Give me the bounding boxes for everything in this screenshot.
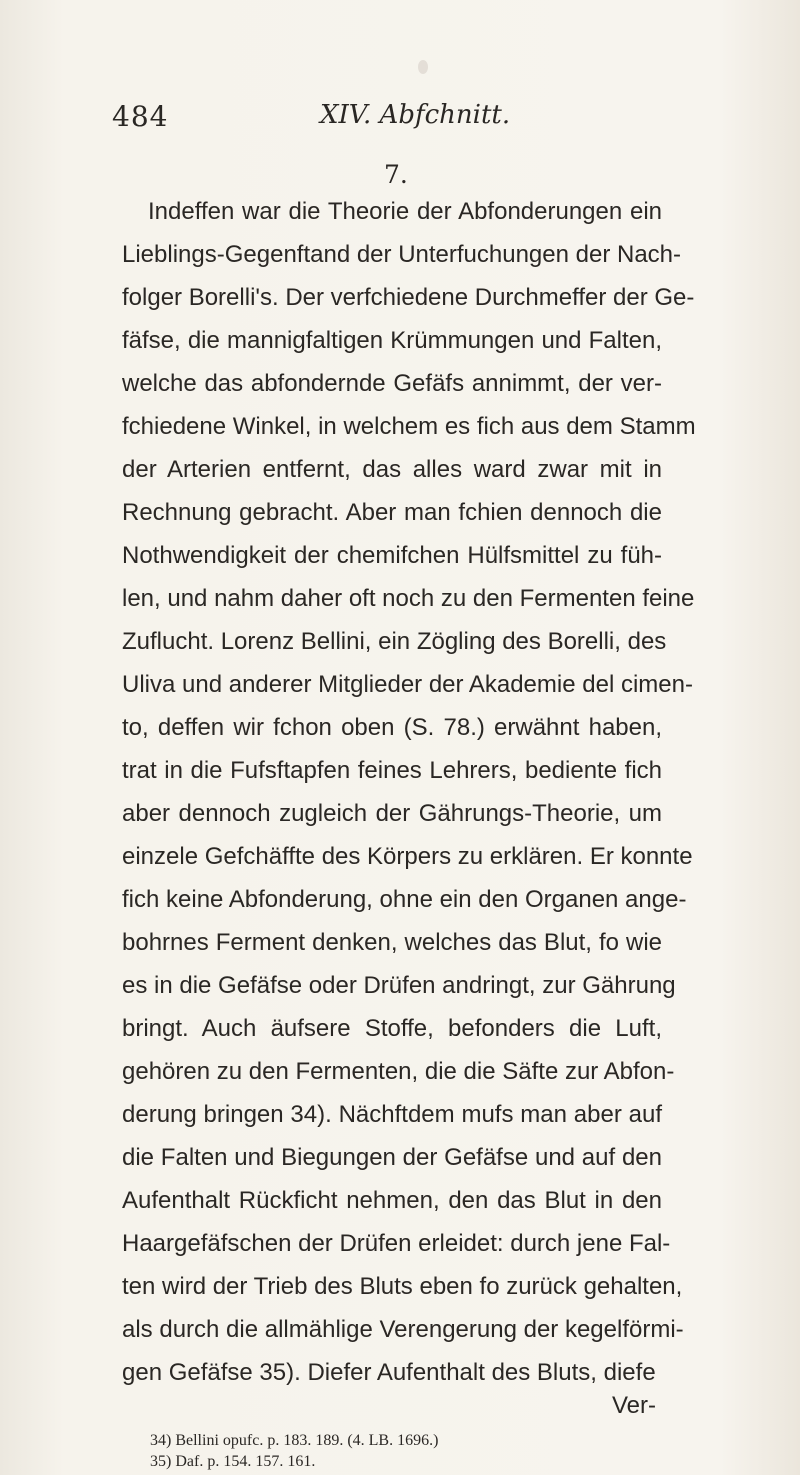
running-head: XIV. Abfchnitt. [320,100,511,130]
body-line: Indeffen war die Theorie der Abfonderungen ein [148,198,662,225]
body-line: Lieblings-Gegenftand der Unterfuchungen der Nach- [122,241,682,268]
catchword: Ver- [612,1392,657,1419]
body-line: gen Gefäfse 35). Diefer Aufenthalt des Bluts, diefe [122,1359,656,1386]
footnote: 35) Daf. p. 154. 157. 161. [150,1453,316,1470]
body-line: als durch die allmählige Verengerung der kegelförmi- [122,1316,684,1343]
page-number: 484 [112,100,169,133]
body-line: fchiedene Winkel, in welchem es fich aus dem Stamm [122,413,696,440]
body-line: welche das abfondernde Gefäfs annimmt, der ver- [122,370,662,397]
body-line: einzele Gefchäffte des Körpers zu erklären. Er konnte [122,843,693,870]
body-line: len, und nahm daher oft noch zu den Fermenten feine [122,585,695,612]
paper-stain [418,60,428,74]
body-line: folger Borelli's. Der verfchiedene Durchmeffer der Ge- [122,284,695,311]
body-line: fich keine Abfonderung, ohne ein den Organen ange- [122,886,687,913]
section-number: 7. [384,160,408,189]
body-line: der Arterien entfernt, das alles ward zwar mit in [122,456,662,483]
body-line: Zuflucht. Lorenz Bellini, ein Zögling des Borelli, des [122,628,667,655]
body-line: bohrnes Ferment denken, welches das Blut, fo wie [122,929,662,956]
body-line: to, deffen wir fchon oben (S. 78.) erwähnt haben, [122,714,662,741]
footnote: 34) Bellini opufc. p. 183. 189. (4. LB. 1696.) [150,1432,439,1449]
body-line: aber dennoch zugleich der Gährungs-Theorie, um [122,800,662,827]
body-line: Aufenthalt Rückficht nehmen, den das Blut in den [122,1187,662,1214]
body-line: trat in die Fufsftapfen feines Lehrers, bediente fich [122,757,662,784]
body-line: bringt. Auch äufsere Stoffe, befonders die Luft, [122,1015,662,1042]
body-line: Rechnung gebracht. Aber man fchien dennoch die [122,499,662,526]
body-line: Haargefäfschen der Drüfen erleidet: durch jene Fal- [122,1230,671,1257]
body-line: derung bringen 34). Nächftdem mufs man aber auf [122,1101,662,1128]
body-line: fäfse, die mannigfaltigen Krümmungen und Falten, [122,327,662,354]
body-line: die Falten und Biegungen der Gefäfse und auf den [122,1144,662,1171]
body-line: es in die Gefäfse oder Drüfen andringt, zur Gährung [122,972,676,999]
body-line: Nothwendigkeit der chemifchen Hülfsmittel zu füh- [122,542,662,569]
body-line: Uliva und anderer Mitglieder der Akademie del cimen- [122,671,693,698]
body-line: gehören zu den Fermenten, die die Säfte zur Abfon- [122,1058,675,1085]
body-line: ten wird der Trieb des Bluts eben fo zurück gehalten, [122,1273,683,1300]
